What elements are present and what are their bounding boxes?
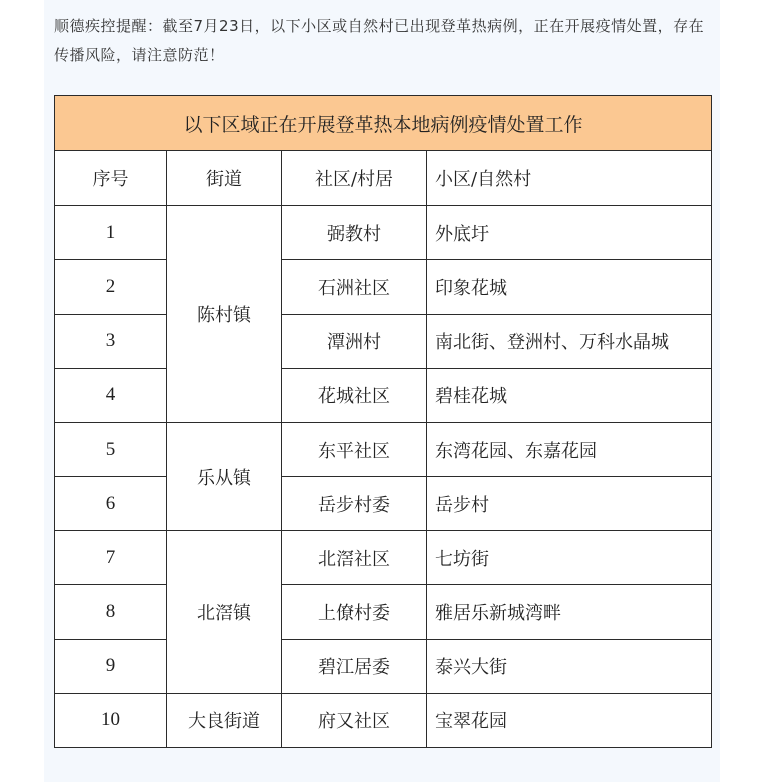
community-cell: 潭洲村 (282, 314, 427, 368)
table-row (55, 314, 712, 368)
header-community: 社区/村居 (282, 151, 427, 206)
area-cell: 宝翠花园 (427, 693, 712, 747)
area-cell: 东湾花园、东嘉花园 (427, 422, 712, 476)
area-cell: 印象花城 (427, 260, 712, 314)
street-cell: 北滘镇 (167, 531, 282, 693)
community-cell: 弼教村 (282, 206, 427, 260)
community-cell: 花城社区 (282, 368, 427, 422)
row-no: 5 (55, 422, 167, 476)
area-cell: 南北街、登洲村、万科水晶城 (427, 314, 712, 368)
notice-text: 顺德疾控提醒：截至7月23日，以下小区或自然村已出现登革热病例，正在开展疫情处置，存在传播风险，请注意防范！ (54, 17, 705, 64)
row-no: 6 (55, 477, 167, 531)
area-cell: 七坊街 (427, 531, 712, 585)
area-cell: 碧桂花城 (427, 368, 712, 422)
table-header-row (55, 151, 712, 206)
row-no: 7 (55, 531, 167, 585)
street-cell: 大良街道 (167, 693, 282, 747)
street-cell: 陈村镇 (167, 206, 282, 423)
row-no: 3 (55, 314, 167, 368)
community-cell: 东平社区 (282, 422, 427, 476)
table-row (55, 368, 712, 422)
row-no: 4 (55, 368, 167, 422)
community-cell: 上僚村委 (282, 585, 427, 639)
area-cell: 外底圩 (427, 206, 712, 260)
table-row (55, 585, 712, 639)
community-cell: 府又社区 (282, 693, 427, 747)
table-row (55, 693, 712, 747)
table-title: 以下区域正在开展登革热本地病例疫情处置工作 (55, 96, 712, 151)
header-street: 街道 (167, 151, 282, 206)
row-no: 2 (55, 260, 167, 314)
table-row (55, 422, 712, 476)
community-cell: 碧江居委 (282, 639, 427, 693)
community-cell: 北滘社区 (282, 531, 427, 585)
area-cell: 岳步村 (427, 477, 712, 531)
row-no: 10 (55, 693, 167, 747)
area-cell: 雅居乐新城湾畔 (427, 585, 712, 639)
row-no: 9 (55, 639, 167, 693)
table-row (55, 206, 712, 260)
community-cell: 石洲社区 (282, 260, 427, 314)
table-title-row (55, 96, 712, 151)
row-no: 8 (55, 585, 167, 639)
row-no: 1 (55, 206, 167, 260)
community-cell: 岳步村委 (282, 477, 427, 531)
street-cell: 乐从镇 (167, 422, 282, 530)
header-area: 小区/自然村 (427, 151, 712, 206)
table-row (55, 260, 712, 314)
table-row (55, 639, 712, 693)
table-row (55, 477, 712, 531)
table-row (55, 531, 712, 585)
dengue-area-table (54, 95, 712, 748)
header-no: 序号 (55, 151, 167, 206)
area-cell: 泰兴大街 (427, 639, 712, 693)
